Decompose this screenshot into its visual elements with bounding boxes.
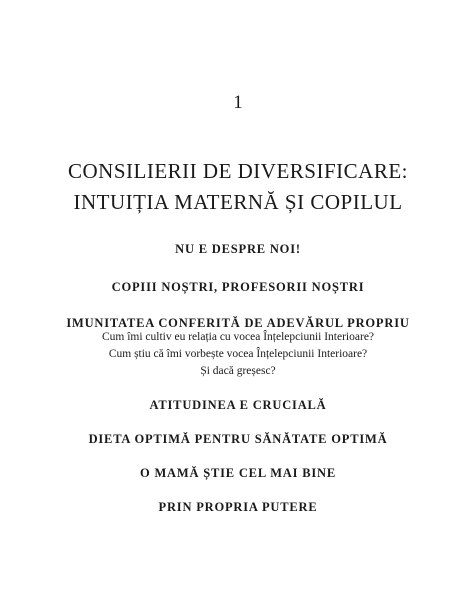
section-subitem: Și dacă greșesc? — [200, 365, 276, 377]
section-title: COPIII NOȘTRI, PROFESORII NOȘTRI — [111, 280, 365, 294]
section-title: PRIN PROPRIA PUTERE — [158, 500, 318, 514]
section-title: NU E DESPRE NOI! — [175, 242, 301, 256]
section-title: DIETA OPTIMĂ PENTRU SĂNĂTATE OPTIMĂ — [88, 432, 388, 446]
section-subitem: Cum știu că îmi vorbește vocea Înțelepciunii Interioare? — [108, 348, 368, 360]
chapter-title — [0, 156, 476, 218]
chapter-title-line-2: INTUIȚIA MATERNĂ ȘI COPILUL — [73, 190, 403, 214]
section-subitem: Cum îmi cultiv eu relația cu vocea Înțelepciunii Interioare? — [101, 331, 375, 343]
section-title: IMUNITATEA CONFERITĂ DE ADEVĂRUL PROPRIU — [66, 316, 410, 330]
section-title: O MAMĂ ȘTIE CEL MAI BINE — [140, 466, 336, 480]
chapter-number: 1 — [233, 92, 243, 113]
section-title: ATITUDINEA E CRUCIALĂ — [149, 398, 327, 412]
chapter-title-line-1: CONSILIERII DE DIVERSIFICARE: — [68, 159, 408, 183]
